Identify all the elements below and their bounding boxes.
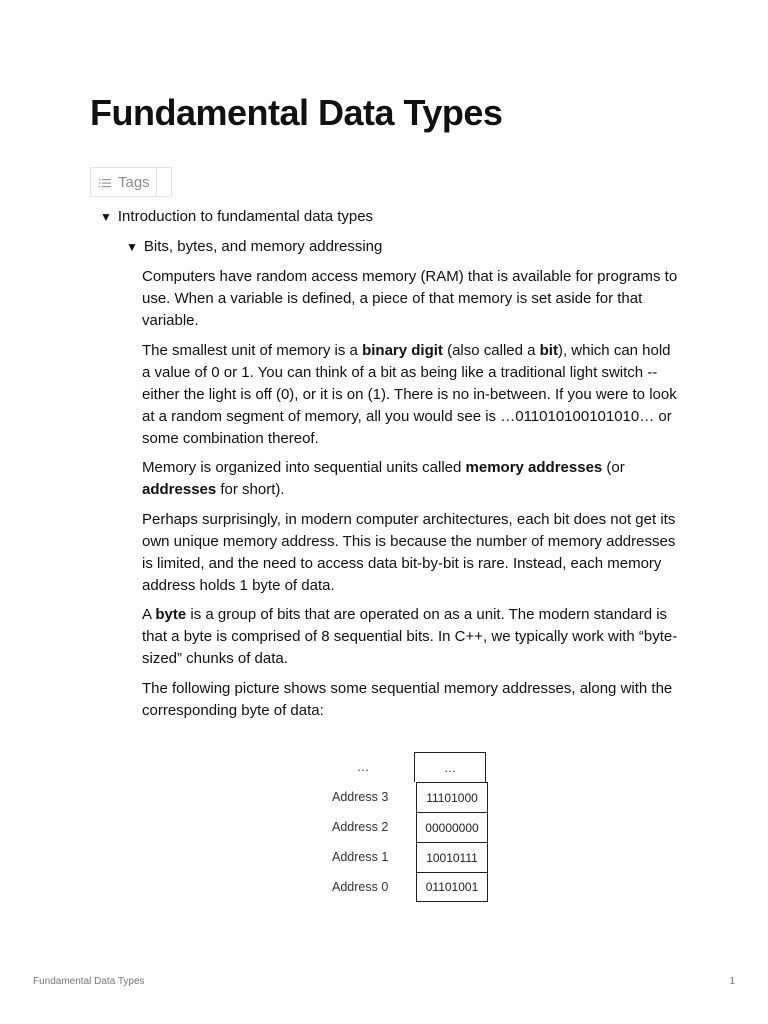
tags-property[interactable]	[90, 167, 172, 197]
page-number: 1	[729, 976, 735, 987]
memory-row	[330, 842, 488, 872]
paragraph: The following picture shows some sequential memory addresses, along with the corresponding byte of data:	[142, 679, 673, 719]
byte-cell: …	[414, 752, 486, 782]
memory-row	[330, 872, 488, 902]
address-label: Address 0	[332, 880, 389, 894]
paragraph: The smallest unit of memory is a binary digit (also called a bit), which can hold a value of 0 or 1. You can think of a bit as being like a traditional light switch -- either the light is off (0), or it is on (1). There is no in-between. If you were to look at a random segment of memory, all you would see is …011010100101010… or some combination thereof.	[142, 341, 677, 447]
byte-cell: 11101000	[416, 782, 488, 812]
memory-row	[330, 812, 488, 842]
address-label: Address 1	[332, 850, 389, 864]
tags-divider	[156, 168, 157, 196]
memory-row	[330, 752, 488, 782]
memory-row	[330, 782, 488, 812]
footer-title: Fundamental Data Types	[33, 976, 145, 987]
bold-term: byte	[155, 606, 187, 623]
toggle-intro-label: Introduction to fundamental data types	[117, 208, 374, 225]
toggle-intro[interactable]	[100, 208, 373, 225]
paragraph: Memory is organized into sequential units called memory addresses (or addresses for short).	[142, 459, 625, 498]
toggle-bits-bytes-label: Bits, bytes, and memory addressing	[143, 238, 383, 255]
toggle-bits-bytes[interactable]	[126, 238, 382, 255]
triangle-down-icon[interactable]: ▼	[126, 239, 138, 254]
triangle-down-icon[interactable]: ▼	[100, 209, 112, 224]
page-title: Fundamental Data Types	[90, 92, 503, 133]
byte-cell: 01101001	[416, 872, 488, 902]
byte-cell: 00000000	[416, 812, 488, 842]
memory-diagram	[330, 752, 488, 902]
bold-term: bit	[539, 341, 558, 359]
bold-term: memory addresses	[465, 459, 603, 476]
address-label: Address 3	[332, 790, 389, 804]
tags-label: Tags	[118, 173, 150, 191]
byte-cell: 10010111	[416, 842, 488, 872]
paragraph: Perhaps surprisingly, in modern computer architectures, each bit does not get its own unique memory address. This is because the number of memory addresses is limited, and the need to access data bit-by-bit is rare. Instead, each memory address holds 1 byte of data.	[142, 510, 676, 594]
bold-term: binary digit	[362, 341, 443, 359]
address-label: Address 2	[332, 820, 389, 834]
bold-term: addresses	[142, 481, 217, 498]
paragraph: Computers have random access memory (RAM) that is available for programs to use. When a variable is defined, a piece of that memory is set aside for that variable.	[142, 268, 678, 329]
address-label: …	[356, 760, 370, 774]
list-icon	[99, 178, 111, 188]
toggle-content	[142, 266, 680, 729]
paragraph: A byte is a group of bits that are operated on as a unit. The modern standard is that a byte is comprised of 8 sequential bits. In C++, we typically work with “byte-sized” chunks of data.	[142, 606, 678, 667]
